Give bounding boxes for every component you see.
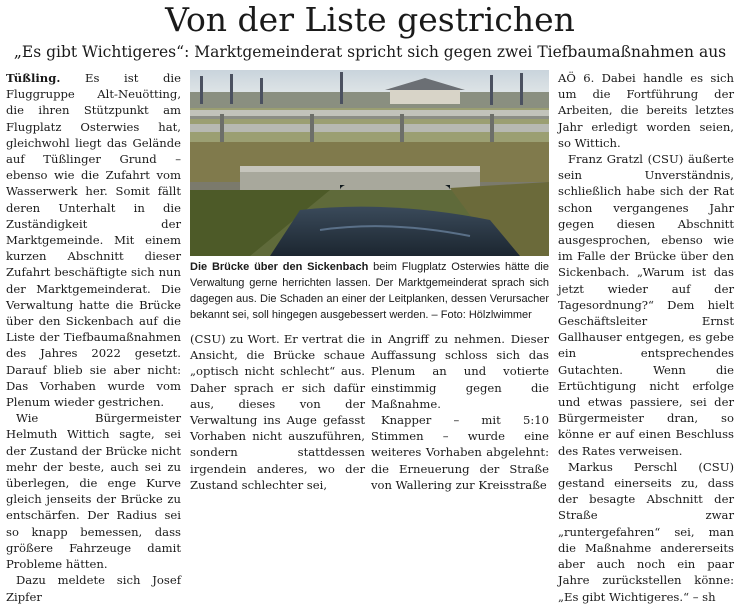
dateline: Tüßling. <box>6 71 61 85</box>
photo-caption <box>190 259 549 323</box>
article-column-4 <box>558 70 734 605</box>
paragraph <box>558 459 734 605</box>
photo-credit: – Foto: Hölzlwimmer <box>428 309 532 321</box>
article-column-2 <box>190 331 365 493</box>
article-column-3 <box>371 331 549 493</box>
paragraph: (CSU) zu Wort. Er vertrat die Ansicht, die Brücke schaue „optisch nicht schlecht“ aus. Daher sprach er sich dafür aus, dieses von der Verwaltung ins Auge gefasst Vorhaben nicht auszuführen, sondern stattdessen irgendein anderes, wo der Zustand schlechter sei, <box>190 332 365 492</box>
paragraph-text: Es ist die Fluggruppe Alt-Neuötting, die ihren Stützpunkt am Flugplatz Osterwies hat, gleichwohl liegt das Gelände auf Tüßlinger Grund – ebenso wie die Zufahrt vom Wasserwerk her. Somit fällt deren Unterhalt in die Zuständigkeit der Marktgemeinde. Mit einem kurzen Abschnitt dieser Zufahrt beschäftigte sich nun der Marktgemeinderat. Die Verwaltung hatte die Brücke über den Sickenbach auf die Liste der Tiefbaumaßnahmen des Jahres 2022 gesetzt. Darauf blieb sie aber nicht: Das Vorhaben wurde vom Plenum wieder gestrichen. <box>6 71 181 410</box>
paragraph <box>6 70 181 410</box>
caption-text: beim Flugplatz Osterwies hätte die Verwaltung gerne herrichten lassen. Der Marktgemeinderat sprach sich dagegen aus. Die Schaden an einer der Leitplanken, dessen Verursacher bekannt sei, soll hingegen ausgebessert werden. <box>190 261 549 321</box>
caption-lead: Die Brücke über den Sickenbach <box>190 261 369 273</box>
subheadline: „Es gibt Wichtigeres“: Marktgemeinderat spricht sich gegen zwei Tiefbaumaßnahmen aus <box>13 43 727 61</box>
headline: Von der Liste gestrichen <box>165 0 575 39</box>
paragraph-text: Markus Perschl (CSU) gestand einerseits zu, dass der besagte Abschnitt der Straße zwar „runtergefahren“ sei, man die Maßnahme andererseits aber auch noch ein paar Jahre zurückstellen könne: „Es gibt Wichtigeres.“ <box>558 459 734 604</box>
paragraph: Dazu meldete sich Josef Zipfer <box>6 573 181 604</box>
paragraph: AÖ 6. Dabei handle es sich um die Fortführung der Arbeiten, die bereits letztes Jahr erledigt worden seien, so Wittich. <box>558 71 734 150</box>
paragraph: Knapper – mit 5:10 Stimmen – wurde eine weiteres Vorhaben abgelehnt: die Erneuerung der Straße von Wallering zur Kreisstraße <box>371 413 549 492</box>
paragraph: Franz Gratzl (CSU) äußerte sein Unverständnis, schließlich habe sich der Rat schon vergangenes Jahr gegen diesen Abschnitt ausgesprochen, ebenso wie im Falle der Brücke über den Sickenbach. „Warum ist das jetzt wieder auf der Tagesordnung?“ Dem hielt Geschäftsleiter Ernst Gallhauser entgegen, es gebe ein entsprechendes Gutachten. Wenn die Ertüchtigung nicht erfolge und etwas passiere, sei der Bürgermeister dran, so könne er auf einen Beschluss des Rates verweisen. <box>558 152 734 458</box>
article-column-1 <box>6 70 181 605</box>
author-signature: – sh <box>692 589 716 604</box>
paragraph: in Angriff zu nehmen. Dieser Auffassung schloss sich das Plenum an und votierte einstimmig gegen die Maßnahme. <box>371 332 549 411</box>
bridge-photo <box>190 70 549 256</box>
bridge-photo-image <box>190 70 549 256</box>
paragraph: Wie Bürgermeister Helmuth Wittich sagte, sei der Zustand der Brücke nicht mehr der beste, auch sei zu überlegen, die enge Kurve gleich jenseits der Brücke zu entschärfen. Der Radius sei so knapp bemessen, dass größere Fahrzeuge damit Probleme hätten. <box>6 411 181 572</box>
